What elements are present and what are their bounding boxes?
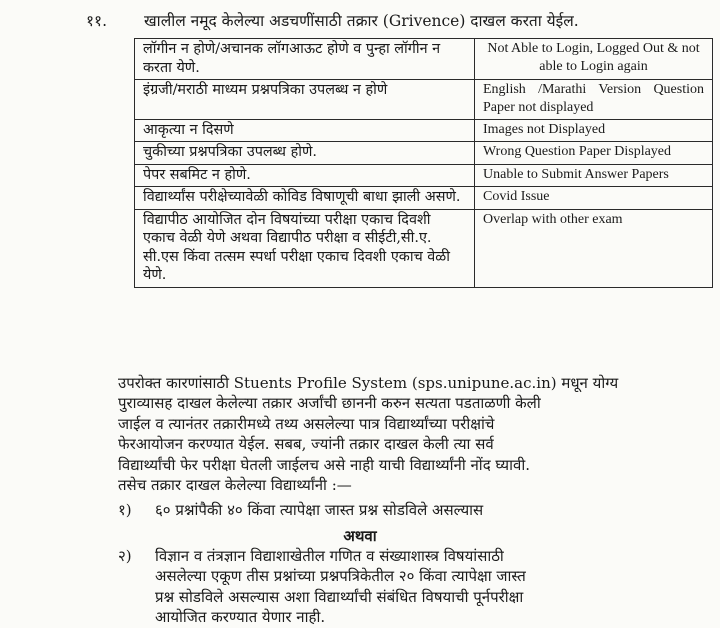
table-row xyxy=(135,80,713,120)
issue-english-cell: Wrong Question Paper Displayed xyxy=(475,142,713,165)
condition-item-2 xyxy=(118,546,710,628)
or-separator: अथवा xyxy=(343,527,377,545)
paragraph-line: विद्यार्थ्यांची फेर परीक्षा घेतली जाईलच असे नाही याची विद्यार्थ्यांनी नोंद घ्यावी. xyxy=(118,455,530,474)
issue-english-cell: Unable to Submit Answer Papers xyxy=(475,164,713,187)
issue-english-cell: Images not Displayed xyxy=(475,119,713,142)
condition-text: ६० प्रश्नांपैकी ४० किंवा त्यापेक्षा जास्त प्रश्न सोडविले असल्यास xyxy=(155,501,484,519)
condition-line: विज्ञान व तंत्रज्ञान विद्याशाखेतील गणित व संख्याशास्त्र विषयांसाठी xyxy=(155,547,504,565)
paragraph-line: जाईल व त्यानंतर तक्रारीमध्ये तथ्य असलेल्या पात्र विद्यार्थ्यांच्या परीक्षांचे xyxy=(118,414,495,433)
condition-index: २) xyxy=(118,547,132,565)
table-row xyxy=(135,209,713,287)
issue-marathi-cell: आकृत्या न दिसणे xyxy=(135,119,475,142)
issue-english-cell: Not Able to Login, Logged Out & not able to Login again xyxy=(475,39,713,80)
condition-index: १) xyxy=(118,501,132,519)
table-row xyxy=(135,39,713,80)
paragraph-line: पुराव्यासह दाखल केलेल्या तक्रार अर्जांची छाननी करुन सत्यता पडताळणी केली xyxy=(118,394,541,413)
condition-line: प्रश्न सोडविले असल्यास अशा विद्यार्थ्यांची संबंधित विषयाची पूर्नपरीक्षा xyxy=(155,587,524,606)
paragraph-line: उपरोक्त कारणांसाठी Stuents Profile System (sps.unipune.ac.in) मधून योग्य xyxy=(118,374,619,392)
issue-marathi-cell: पेपर सबमिट न होणे. xyxy=(135,164,475,187)
section-heading-text: खालील नमूद केलेल्या अडचणींसाठी तक्रार (Grivence) दाखल करता येईल. xyxy=(144,12,579,30)
table-row xyxy=(135,119,713,142)
paragraph-line: फेरआयोजन करण्यात येईल. सबब, ज्यांनी तक्रार दाखल केली त्या सर्व xyxy=(118,435,494,454)
condition-line: असलेल्या एकूण तीस प्रश्नांच्या प्रश्नपत्रिकेतील २० किंवा त्यापेक्षा जास्त xyxy=(155,567,526,586)
condition-item-1 xyxy=(118,500,710,520)
section-number: ११. xyxy=(86,12,108,30)
issue-marathi-cell: इंग्रजी/मराठी माध्यम प्रश्नपत्रिका उपलब्ध न होणे xyxy=(135,80,475,120)
table-row xyxy=(135,164,713,187)
issue-marathi-cell: विद्यार्थ्यांस परीक्षेच्यावेळी कोविड विषाणूची बाधा झाली असणे. xyxy=(135,187,475,210)
issue-marathi-cell: चुकीच्या प्रश्नपत्रिका उपलब्ध होणे. xyxy=(135,142,475,165)
section-heading xyxy=(86,11,706,31)
paragraph-line: तसेच तक्रार दाखल केलेल्या विद्यार्थ्यांनी :— xyxy=(118,476,352,495)
condition-line: आयोजित करण्यात येणार नाही. xyxy=(155,608,326,627)
issue-english-cell: Overlap with other exam xyxy=(475,209,713,287)
issue-english-cell: Covid Issue xyxy=(475,187,713,210)
instructions-paragraph xyxy=(118,373,710,495)
table-row xyxy=(135,187,713,210)
issue-marathi-cell: लॉगीन न होणे/अचानक लॉगआऊट होणे व पुन्हा लॉगीन न करता येणे. xyxy=(135,39,475,80)
grievance-table xyxy=(134,38,713,288)
issue-marathi-cell: विद्यापीठ आयोजित दोन विषयांच्या परीक्षा एकाच दिवशी एकाच वेळी येणे अथवा विद्यापीठ परीक्षा व सीईटी,सी.ए. सी.एस किंवा तत्सम स्पर्धा परीक्षा एकाच दिवशी एकाच वेळी येणे. xyxy=(135,209,475,287)
issue-english-cell: English /Marathi Version Question Paper not displayed xyxy=(475,80,713,120)
table-row xyxy=(135,142,713,165)
